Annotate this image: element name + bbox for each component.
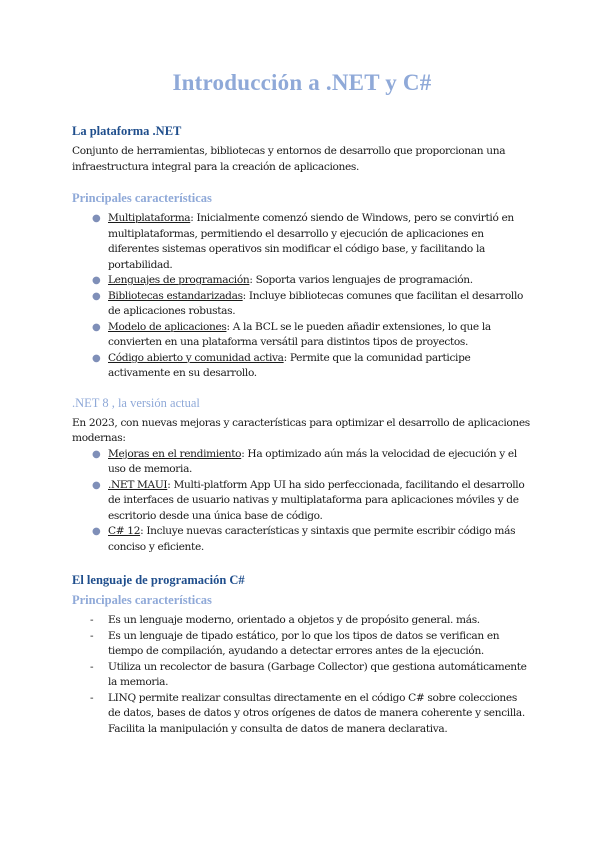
item-text: : Multi-platform App UI ha sido perfeccionada, facilitando el desarrollo de interfaces de usuario nativas y multiplataforma para aplicaciones móviles y de escritorio desde una única base de código. bbox=[108, 478, 525, 522]
bullet-icon: ● bbox=[92, 275, 101, 286]
csharp-features-heading: Principales características bbox=[72, 593, 212, 607]
item-term: C# 12 bbox=[108, 525, 141, 537]
net8-intro: En 2023, con nuevas mejoras y características para optimizar el desarrollo de aplicaciones modernas: bbox=[72, 416, 530, 444]
list-item bbox=[72, 629, 532, 660]
list-item bbox=[72, 447, 532, 478]
item-text: : Inicialmente comenzó siendo de Windows, pero se convirtió en multiplataformas, permitiendo el desarrollo y ejecución de aplicaciones en diferentes sistemas operativos sin modificar el código base, y facilitando la portabilidad. bbox=[108, 212, 514, 271]
item-text: : Soporta varios lenguajes de programación. bbox=[249, 274, 473, 286]
bullet-icon: ● bbox=[92, 352, 101, 364]
item-term: Modelo de aplicaciones bbox=[108, 320, 227, 333]
section-heading-net8: .NET 8 , la versión actual bbox=[72, 395, 200, 410]
item-text: : Ha optimizado aún más la velocidad de ejecución y el uso de memoria. bbox=[108, 447, 517, 475]
list-item bbox=[72, 660, 532, 691]
bullet-icon: ● bbox=[92, 321, 101, 333]
list-item bbox=[72, 211, 532, 273]
dash-icon: - bbox=[90, 691, 94, 704]
list-item bbox=[72, 351, 532, 382]
bullet-icon: ● bbox=[92, 448, 101, 460]
section-heading-csharp: El lenguaje de programación C# bbox=[72, 573, 245, 587]
list-item bbox=[72, 691, 532, 738]
dash-icon: - bbox=[90, 660, 94, 673]
bullet-icon: ● bbox=[92, 290, 101, 302]
platform-features-list bbox=[72, 211, 532, 382]
csharp-features-list bbox=[72, 613, 532, 737]
item-term: Mejoras en el rendimiento bbox=[108, 447, 242, 460]
platform-intro: Conjunto de herramientas, bibliotecas y entornos de desarrollo que proporcionan una infraestructura integral para la creación de aplicaciones. bbox=[72, 145, 506, 173]
item-text: Es un lenguaje de tipado estático, por lo que los tipos de datos se verifican en tiempo de compilación, ayudando a detectar errores antes de la ejecución. bbox=[108, 629, 500, 657]
item-term: Bibliotecas estandarizadas bbox=[108, 289, 243, 302]
item-term: Multiplataforma bbox=[108, 212, 191, 224]
item-text: : A la BCL se le pueden añadir extensiones, lo que la convierten en una plataforma versátil para distintos tipos de proyectos. bbox=[108, 320, 491, 348]
list-item bbox=[72, 273, 532, 289]
item-text: LINQ permite realizar consultas directamente en el código C# sobre colecciones de datos, bases de datos y otros orígenes de datos de manera coherente y sencilla. Facilita la manipulación y consulta de datos de manera declarativa. bbox=[108, 691, 525, 735]
item-term: Lenguajes de programación bbox=[108, 274, 250, 286]
item-text: Utiliza un recolector de basura (Garbage Collector) que gestiona automáticamente la memoria. bbox=[108, 660, 527, 688]
section-heading-platform: La plataforma .NET bbox=[72, 124, 182, 138]
page-title: Introducción a .NET y C# bbox=[172, 70, 432, 95]
bullet-icon: ● bbox=[92, 479, 101, 491]
dash-icon: - bbox=[90, 614, 94, 626]
list-item bbox=[72, 524, 532, 555]
list-item bbox=[72, 289, 532, 320]
bullet-icon: ● bbox=[92, 526, 101, 537]
dash-icon: - bbox=[90, 629, 94, 642]
bullet-icon: ● bbox=[92, 213, 101, 224]
list-item bbox=[72, 320, 532, 351]
item-term: Código abierto y comunidad activa bbox=[108, 351, 284, 364]
item-text: : Permite que la comunidad participe activamente en su desarrollo. bbox=[108, 351, 471, 379]
item-term: .NET MAUI bbox=[108, 478, 168, 491]
item-text: Es un lenguaje moderno, orientado a objetos y de propósito general. más. bbox=[108, 614, 480, 626]
item-text: : Incluye bibliotecas comunes que facilitan el desarrollo de aplicaciones robustas. bbox=[108, 289, 524, 317]
net8-list bbox=[72, 447, 532, 556]
platform-features-heading: Principales características bbox=[72, 191, 212, 205]
list-item bbox=[72, 478, 532, 525]
item-text: : Incluye nuevas características y sintaxis que permite escribir código más conciso y eficiente. bbox=[108, 525, 516, 553]
list-item bbox=[72, 613, 532, 629]
